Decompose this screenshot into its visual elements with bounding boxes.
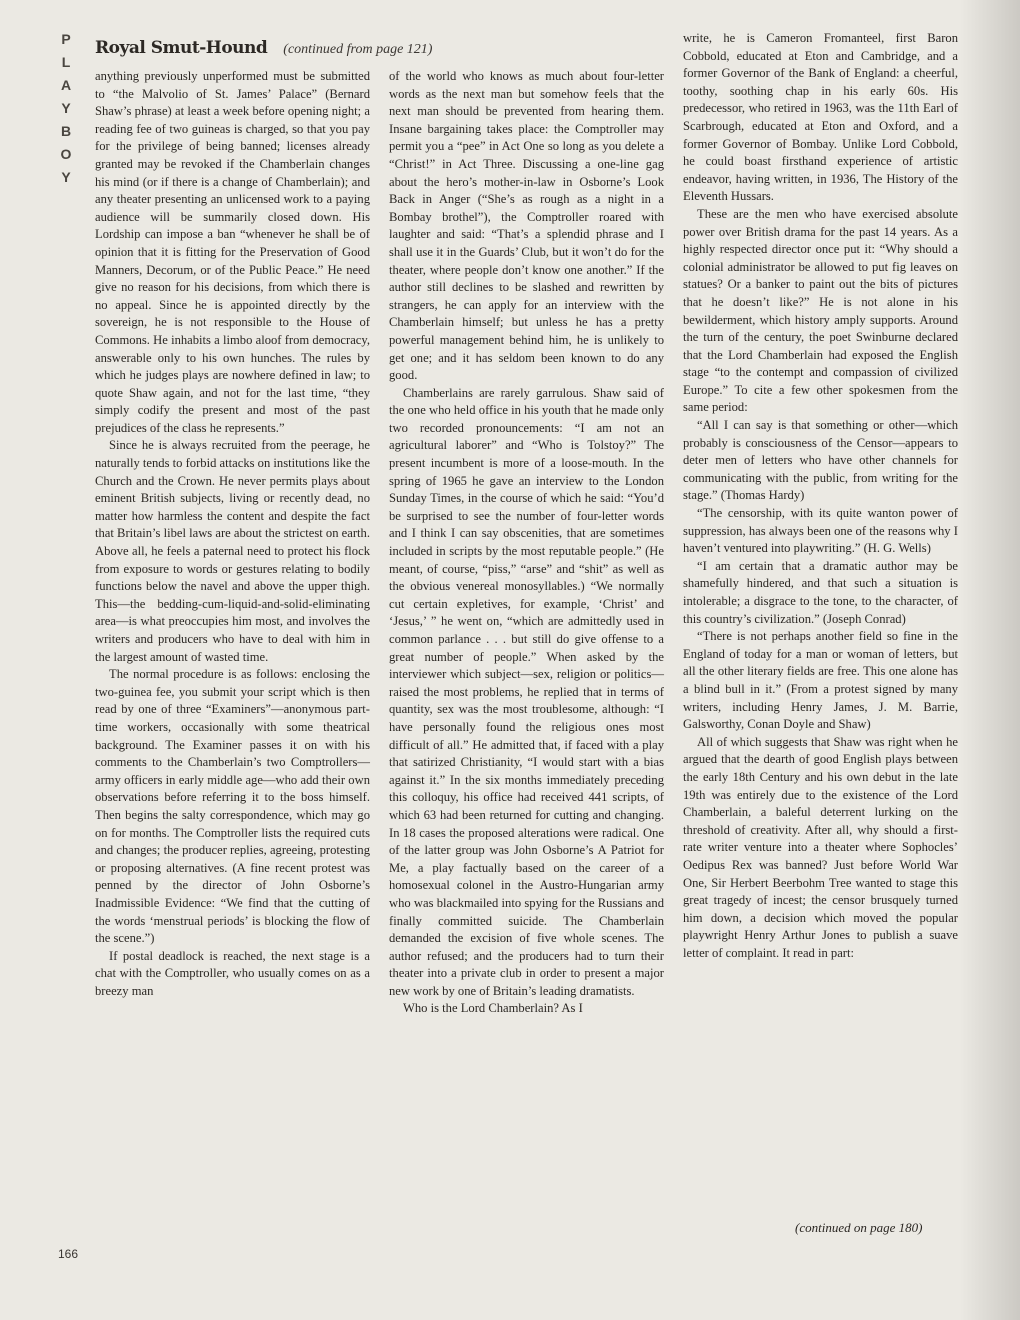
playboy-vertical-masthead [56, 28, 76, 189]
paragraph: “All I can say is that something or other—which probably is consciousness of the Censor—appears to deter men of letters who have other channels for communicating with the public, from writing for the stage.” (Thomas Hardy) [683, 418, 958, 503]
masthead-letter: B [60, 123, 72, 139]
article-title-logo: Royal Smut-Hound [95, 38, 268, 58]
paragraph: “I am certain that a dramatic author may be shamefully hindered, and that such a situation is intolerable; a disgrace to the tone, to the character, of this country’s civilization.” (Joseph Conrad) [683, 558, 958, 626]
page-gutter-shadow [960, 0, 1020, 1320]
masthead-letter: Y [61, 100, 71, 116]
paragraph: of the world who knows as much about four-letter words as the next man but somehow feels that the next man should be prevented from hearing them. Insane bargaining takes place: the Comptroller may permit you a “pee” in Act One so long as you delete a “Christ!” in Act Three. Discussing a one-line gag about the hero’s mother-in-law in Osborne’s Look Back in Anger (“She’s as rough as a night in a Bombay brothel”), the Comptroller roared with laughter and said: “That’s a splendid phrase and I shall use it in the Guards’ Club, but it won’t do for the theater, where people don’t know one another.” If the author still declines to be slashed and rewritten by strangers, he can apply for an interview with the Chamberlain himself; but unless he has a pretty powerful management behind him, he is unlikely to get one; and it has seldom been known to do any good. [389, 69, 664, 383]
masthead-letter: P [61, 31, 71, 47]
paragraph: write, he is Cameron Fromanteel, first Baron Cobbold, educated at Eton and Cambridge, and a former Governor of the Bank of England: a cheerful, toothy, soothing chap in his early 60s. His predecessor, who retired in 1963, was the 11th Earl of Scarbrough, educated at Eton and Oxford, and a former Governor of Bombay. Unlike Lord Cobbold, he could boast firsthand experience of artistic endeavor, having written, in 1936, The History of the Eleventh Hussars. [683, 31, 958, 204]
paragraph: If postal deadlock is reached, the next stage is a chat with the Comptroller, who usually comes on as a breezy man [95, 948, 370, 998]
paragraph: “The censorship, with its quite wanton power of suppression, has always been one of the reasons why I haven’t ventured into playwriting.” (H. G. Wells) [683, 506, 958, 556]
paragraph: Who is the Lord Chamberlain? As I [403, 1001, 583, 1016]
page-number: 166 [58, 1247, 79, 1261]
paragraph: The normal procedure is as follows: enclosing the two-guinea fee, you submit your script which is then read by one of three “Examiners”—anonymous part-time workers, occasionally with some theatrical background. The Examiner passes it on with his comments to the Chamberlain’s two Comptrollers—army officers in early middle age—who add their own observations before referring it to the boss himself. Then begins the salty correspondence, which may go on for months. The Comptroller lists the required cuts and changes; the producer replies, agreeing, protesting or proposing alternatives. (A fine recent protest was penned by the director of John Osborne’s Inadmissible Evidence: “We find that the cutting of the words ‘menstrual periods’ is blocking the flow of the scene.”) [95, 667, 370, 946]
paragraph: All of which suggests that Shaw was right when he argued that the dearth of good English plays between the early 18th Century and his own debut in the late 19th was entirely due to the existence of the Lord Chamberlain, a baleful deterrent lurking on the threshold of creativity. After all, why should a first-rate writer venture into a theater where Sophocles’ Oedipus Rex was banned? Just before World War One, Sir Herbert Beerbohm Tree wanted to stage this great tragedy of incest; the censor brusquely turned him down, a decision which moved the popular playwright Henry Arthur Jones to publish a suave letter of complaint. It read in part: [683, 734, 958, 960]
text-column-3 [683, 30, 958, 962]
paragraph: These are the men who have exercised absolute power over British drama for the past 14 years. As a highly respected director once put it: “Why should a colonial administrator be allowed to put fig leaves on statues? Or a banker to paint out the bits of pictures that he doesn’t like?” He is not alone in his bewilderment, which history amply supports. Around the turn of the century, the poet Swinburne declared that the Lord Chamberlain had exposed the English stage “to the contempt and compassion of civilized Europe.” To cite a few other spokesmen from the same period: [683, 206, 958, 415]
masthead-letter: Y [61, 169, 71, 185]
paragraph: Chamberlains are rarely garrulous. Shaw said of the one who held office in his youth that he made only two recorded pronouncements: “I am not an agricultural laborer” and “Who is Tolstoy?” The present incumbent is more of a loose-mouth. In the spring of 1965 he gave an interview to the London Sunday Times, in the course of which he said: “You’d be surprised to see the number of four-letter words and I think I can say obscenities, that are sometimes included in scripts by the most reputable people.” (He meant, of course, “piss,” “arse” and “shit” as well as the obvious venereal monosyllables.) “We normally cut certain expletives, for example, ‘Christ’ and ‘Jesus,’ ” he went on, “which are admittedly used in common parlance . . . but still do give offense to a great number of people.” When asked by the interviewer which subject—sex, religion or politics—raised the most problems, he replied that in terms of quantity, sex was the most troublesome, although: “I have personally found the religious ones most difficult of all.” He admitted that, if faced with a play that satirized Christianity, “I would start with a bias against it.” In the six months immediately preceding this colloquy, his office had received 441 scripts, of which 63 had been returned for cutting and changing. In 18 cases the proposed alterations were radical. One of the latter group was John Osborne’s A Patriot for Me, a play factually based on the career of a homosexual colonel in the Austro-Hungarian army who was blackmailed into spying for the Russians and finally committed suicide. The Chamberlain demanded the excision of five whole scenes. The author refused; and the producers had to turn their theater into a private club in order to present a major new work by one of Britain’s leading dramatists. [389, 385, 664, 998]
text-column-2 [389, 68, 664, 1018]
text-column-1 [95, 68, 370, 1000]
continued-from-note: (continued from page 121) [283, 42, 433, 57]
masthead-letter: O [60, 146, 72, 162]
masthead-letter: L [61, 54, 71, 70]
paragraph: Since he is always recruited from the peerage, he naturally tends to forbid attacks on institutions like the Church and the Crown. He never permits plays about eminent British subjects, living or recently dead, no matter how harmless the content and despite the fact that Britain’s libel laws are about the strictest on earth. Above all, he feels a paternal need to protect his flock from exposure to words or gestures relating to bodily functions below the navel and above the upper thigh. This—the bedding-cum-liquid-and-solid-eliminating area—is what preoccupies him most, and involves the writers and producers who have to deal with him in the largest amount of wasted time. [95, 438, 370, 664]
masthead-letter: A [60, 77, 72, 93]
continued-on-note: (continued on page 180) [795, 1220, 923, 1235]
paragraph: anything previously unperformed must be submitted to “the Malvolio of St. James’ Palace” (Bernard Shaw’s phrase) at least a week before opening night; a reading fee of two guineas is charged, so that you pay for the privilege of being banned; licenses already granted may be revoked if the Chamberlain changes his mind (or if there is a change of Chamberlain); and any theater presenting an unlicensed work to a paying audience will be summarily closed down. His Lordship can impose a ban “whenever he shall be of opinion that it is fitting for the Preservation of Good Manners, Decorum, or of the Public Peace.” He need give no reason for his decisions, from which there is no appeal. Since he is appointed directly by the sovereign, he is not responsible to the House of Commons. He inhabits a limbo aloof from democracy, answerable only to his own hunches. The rules by which he judges plays are nowhere defined in law; to quote Shaw again, and not for the last time, “they simply codify the present and most of the past prejudices of the class he represents.” [95, 69, 370, 435]
paragraph: “There is not perhaps another field so fine in the England of today for a man or woman of letters, but all the other literary fields are free. This one alone has a blind bull in it.” (From a protest signed by many writers, including Henry James, J. M. Barrie, Galsworthy, Conan Doyle and Shaw) [683, 629, 958, 732]
article-header [95, 38, 655, 64]
